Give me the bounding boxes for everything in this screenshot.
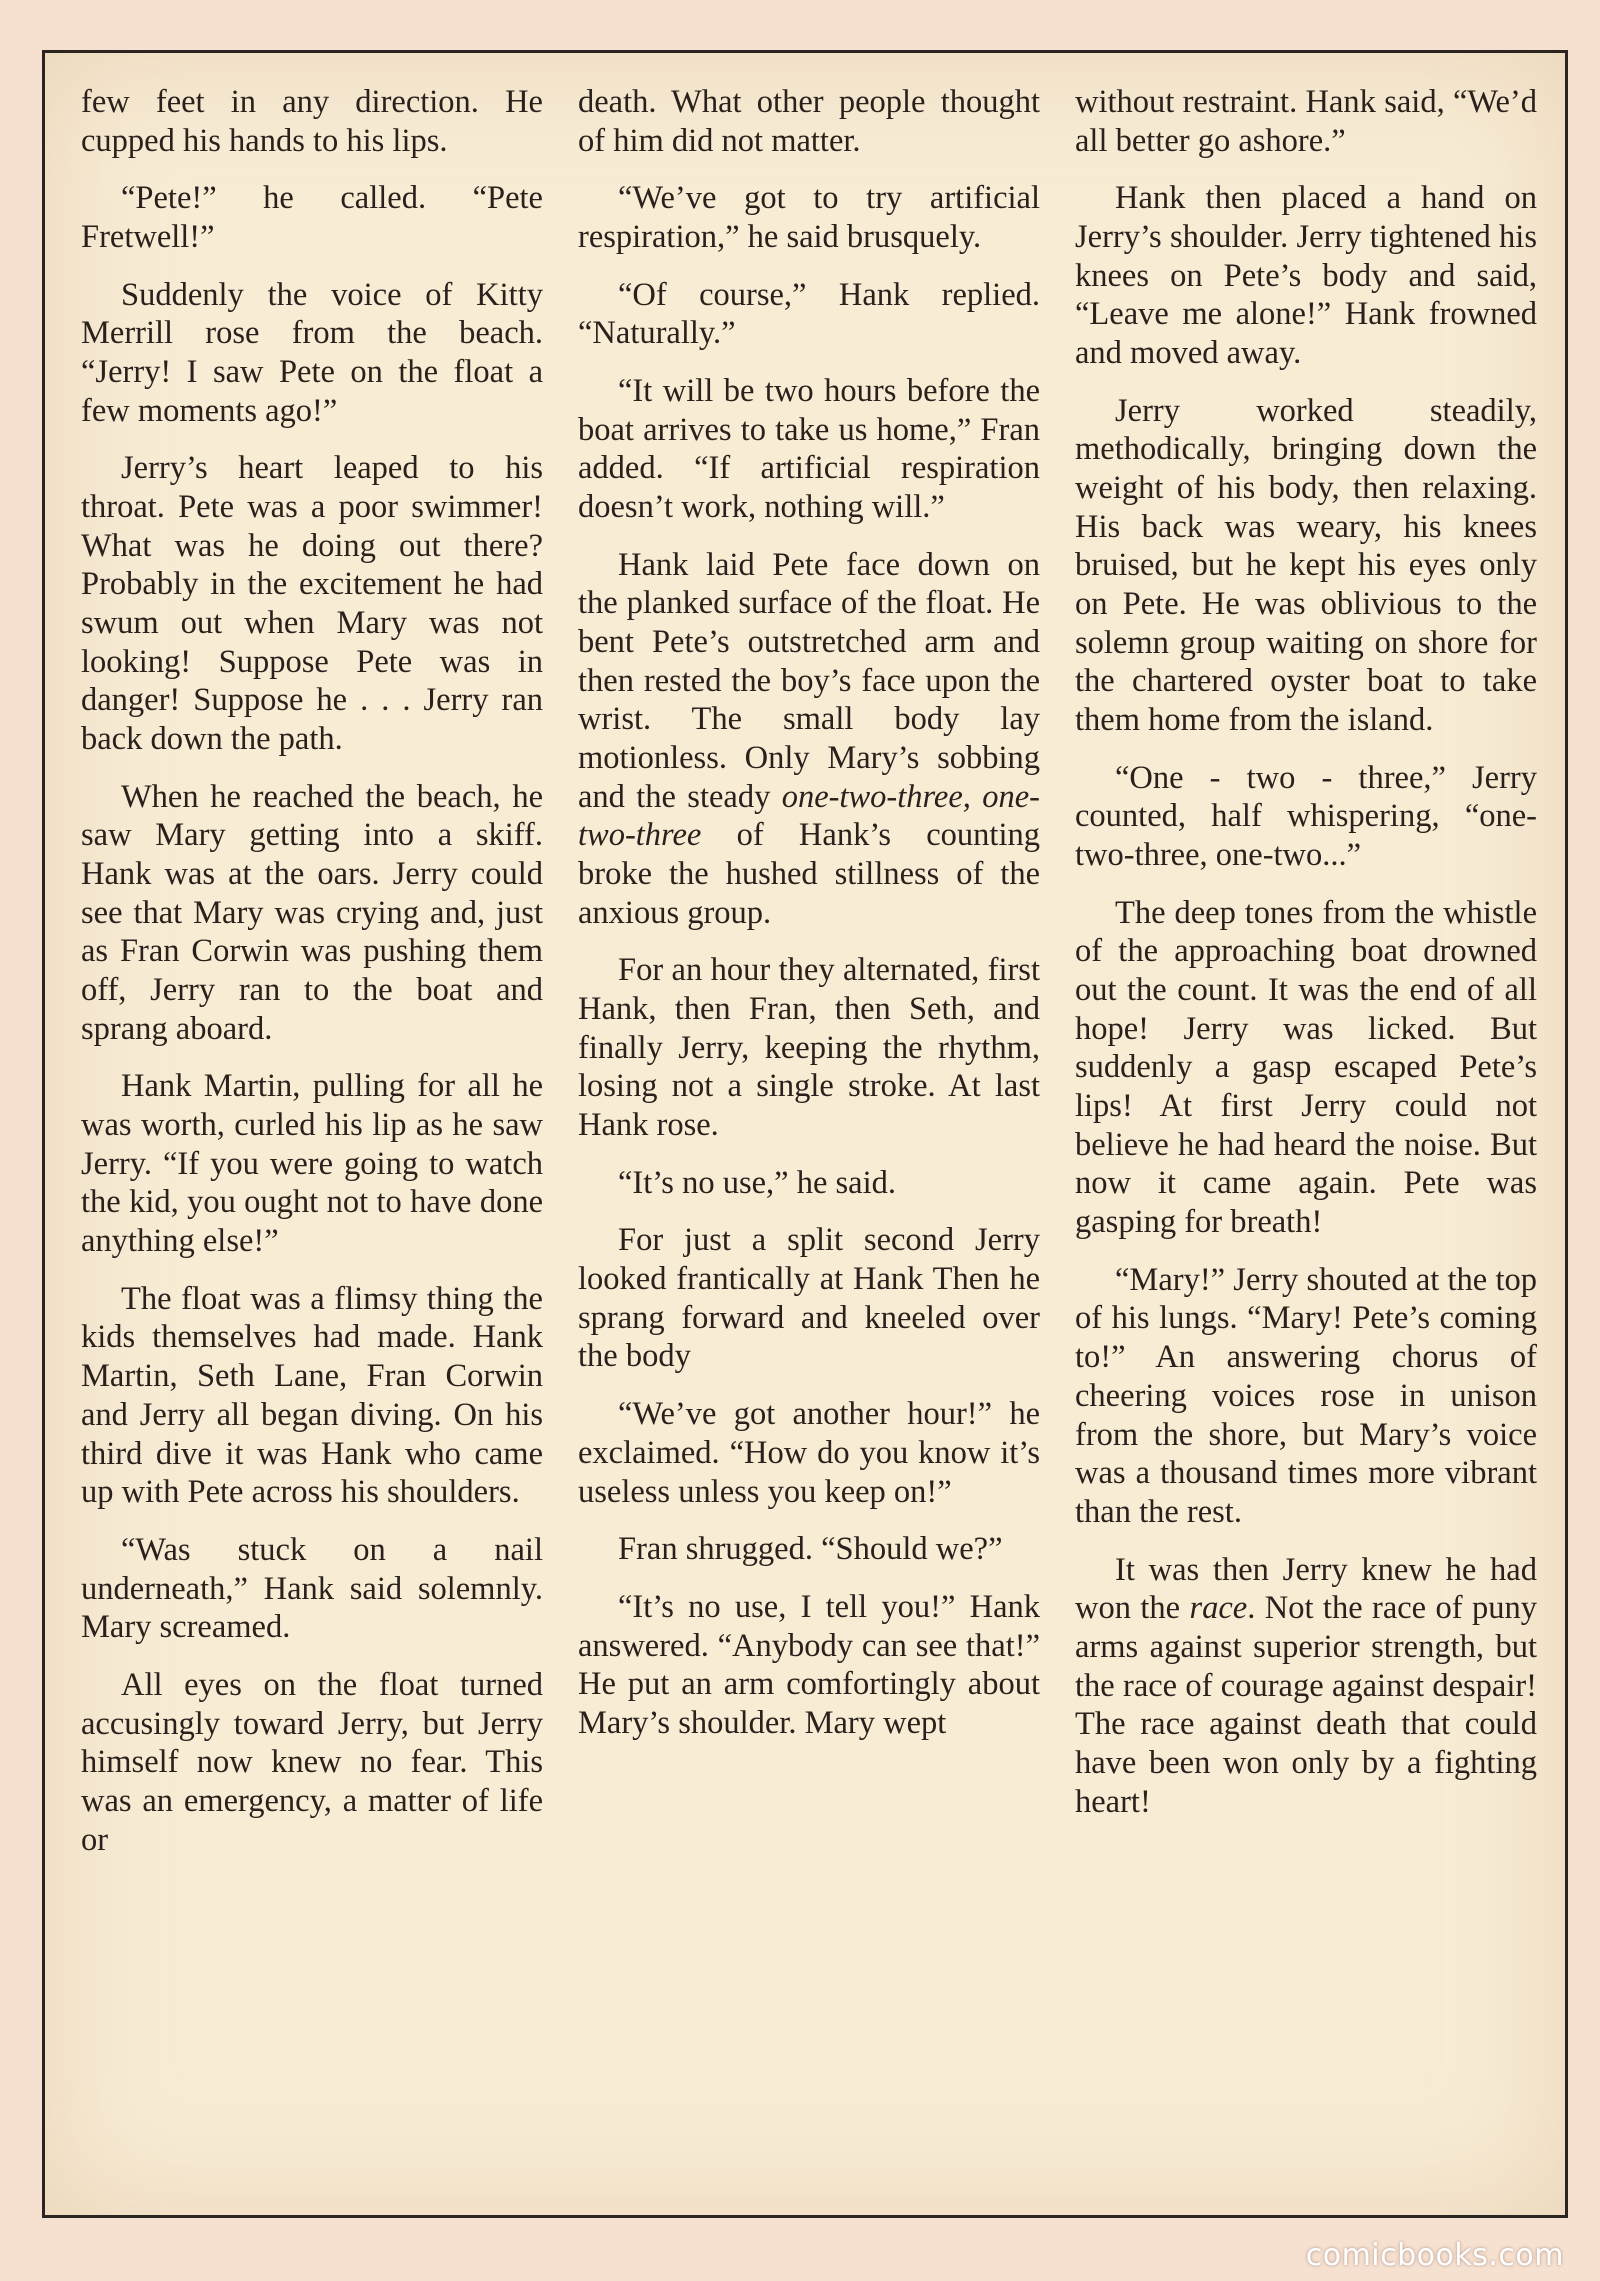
column-3 — [1075, 83, 1537, 2193]
watermark-text: comicbooks.com — [1305, 2238, 1564, 2273]
paragraph: The deep tones from the whistle of the approaching boat drowned out the count. It was the end of all hope! Jerry was licked. But suddenly a gasp escaped Pete’s lips! At first Jerry could not believe he had heard the noise. But now it came again. Pete was gasping for breath! — [1075, 894, 1537, 1241]
paragraph-text: of Hank’s counting broke the hushed stillness of the anxious group. — [578, 817, 1040, 931]
paragraph: Hank Martin, pulling for all he was worth, curled his lip as he saw Jerry. “If you were going to watch the kid, you ought not to have done anything else!” — [81, 1068, 543, 1260]
paragraph — [578, 546, 1040, 933]
paragraph: “It’s no use,” he said. — [618, 1164, 896, 1201]
paragraph: The float was a flimsy thing the kids themselves had made. Hank Martin, Seth Lane, Fran Corwin and Jerry all began diving. On his third dive it was Hank who came up with Pete across his shoulders. — [81, 1280, 543, 1511]
column-2 — [578, 83, 1040, 2193]
italic-counting: one-two-three, one-two-three — [578, 778, 1040, 854]
paragraph: Fran shrugged. “Should we?” — [618, 1531, 1003, 1568]
paragraph-text: It was then Jerry knew he had won the — [1075, 1551, 1537, 1627]
paragraph: When he reached the beach, he saw Mary getting into a skiff. Hank was at the oars. Jerry could see that Mary was crying and, just as Fran Corwin was pushing them off, Jerry ran to the boat and sprang aboard. — [81, 778, 543, 1047]
paragraph: For just a split second Jerry looked frantically at Hank Then he sprang forward and kneeled over the body — [578, 1222, 1040, 1375]
paragraph-text: . Not the race of puny arms against superior strength, but the race of courage against despair! The race against death that could have been won only by a fighting heart! — [1075, 1590, 1537, 1820]
paragraph: Jerry worked steadily, methodically, bringing down the weight of his body, then relaxing. His back was weary, his knees bruised, but he kept his eyes only on Pete. He was oblivious to the solemn group waiting on shore for the chartered oyster boat to take them home from the island. — [1075, 392, 1537, 739]
paragraph: few feet in any direction. He cupped his hands to his lips. — [81, 84, 543, 159]
italic-race: race — [1189, 1590, 1248, 1627]
paragraph: “Pete!” he called. “Pete Fretwell!” — [81, 180, 543, 256]
paragraph: “We’ve got another hour!” he exclaimed. “How do you know it’s useless unless you keep on!” — [578, 1396, 1040, 1510]
paragraph: without restraint. Hank said, “We’d all better go ashore.” — [1075, 84, 1537, 159]
paragraph: “Was stuck on a nail underneath,” Hank said solemnly. Mary screamed. — [81, 1531, 543, 1646]
paragraph: “Of course,” Hank replied. “Naturally.” — [578, 276, 1040, 352]
paragraph: For an hour they alternated, first Hank, then Fran, then Seth, and finally Jerry, keeping the rhythm, losing not a single stroke. At last Hank rose. — [578, 952, 1040, 1144]
paragraph: “It will be two hours before the boat arrives to take us home,” Fran added. “If artificial respiration doesn’t work, nothing will.” — [578, 373, 1040, 526]
paragraph: “Mary!” Jerry shouted at the top of his lungs. “Mary! Pete’s coming to!” An answering chorus of cheering voices rose in unison from the shore, but Mary’s voice was a thousand times more vibrant than the rest. — [1075, 1261, 1537, 1530]
column-1 — [81, 83, 543, 2193]
paragraph: Jerry’s heart leaped to his throat. Pete was a poor swimmer! What was he doing out there? Probably in the excitement he had swum out when Mary was not looking! Suppose Pete was in danger! Suppose he . . . Jerry ran back down the path. — [81, 450, 543, 758]
page-frame — [42, 50, 1568, 2218]
paragraph: “One - two - three,” Jerry counted, half whispering, “one-two-three, one-two...” — [1075, 759, 1537, 874]
paragraph-text: Hank laid Pete face down on the planked surface of the float. He bent Pete’s outstretched arm and then rested the boy’s face upon the wrist. The small body lay motionless. Only Mary’s sobbing and the steady — [578, 546, 1040, 815]
paragraph: Hank then placed a hand on Jerry’s shoulder. Jerry tightened his knees on Pete’s body and said, “Leave me alone!” Hank frowned and moved away. — [1075, 180, 1537, 372]
paragraph: “It’s no use, I tell you!” Hank answered. “Anybody can see that!” He put an arm comfortingly about Mary’s shoulder. Mary wept — [578, 1588, 1040, 1741]
paragraph: “We’ve got to try artificial respiration,” he said brusquely. — [578, 180, 1040, 256]
paragraph: Suddenly the voice of Kitty Merrill rose from the beach. “Jerry! I saw Pete on the float a few moments ago!” — [81, 276, 543, 429]
text-columns — [81, 83, 1537, 2193]
paragraph: death. What other people thought of him did not matter. — [578, 84, 1040, 159]
paragraph: All eyes on the float turned accusingly toward Jerry, but Jerry himself now knew no fear. This was an emergency, a matter of life or — [81, 1666, 543, 1858]
paragraph — [1075, 1551, 1537, 1822]
